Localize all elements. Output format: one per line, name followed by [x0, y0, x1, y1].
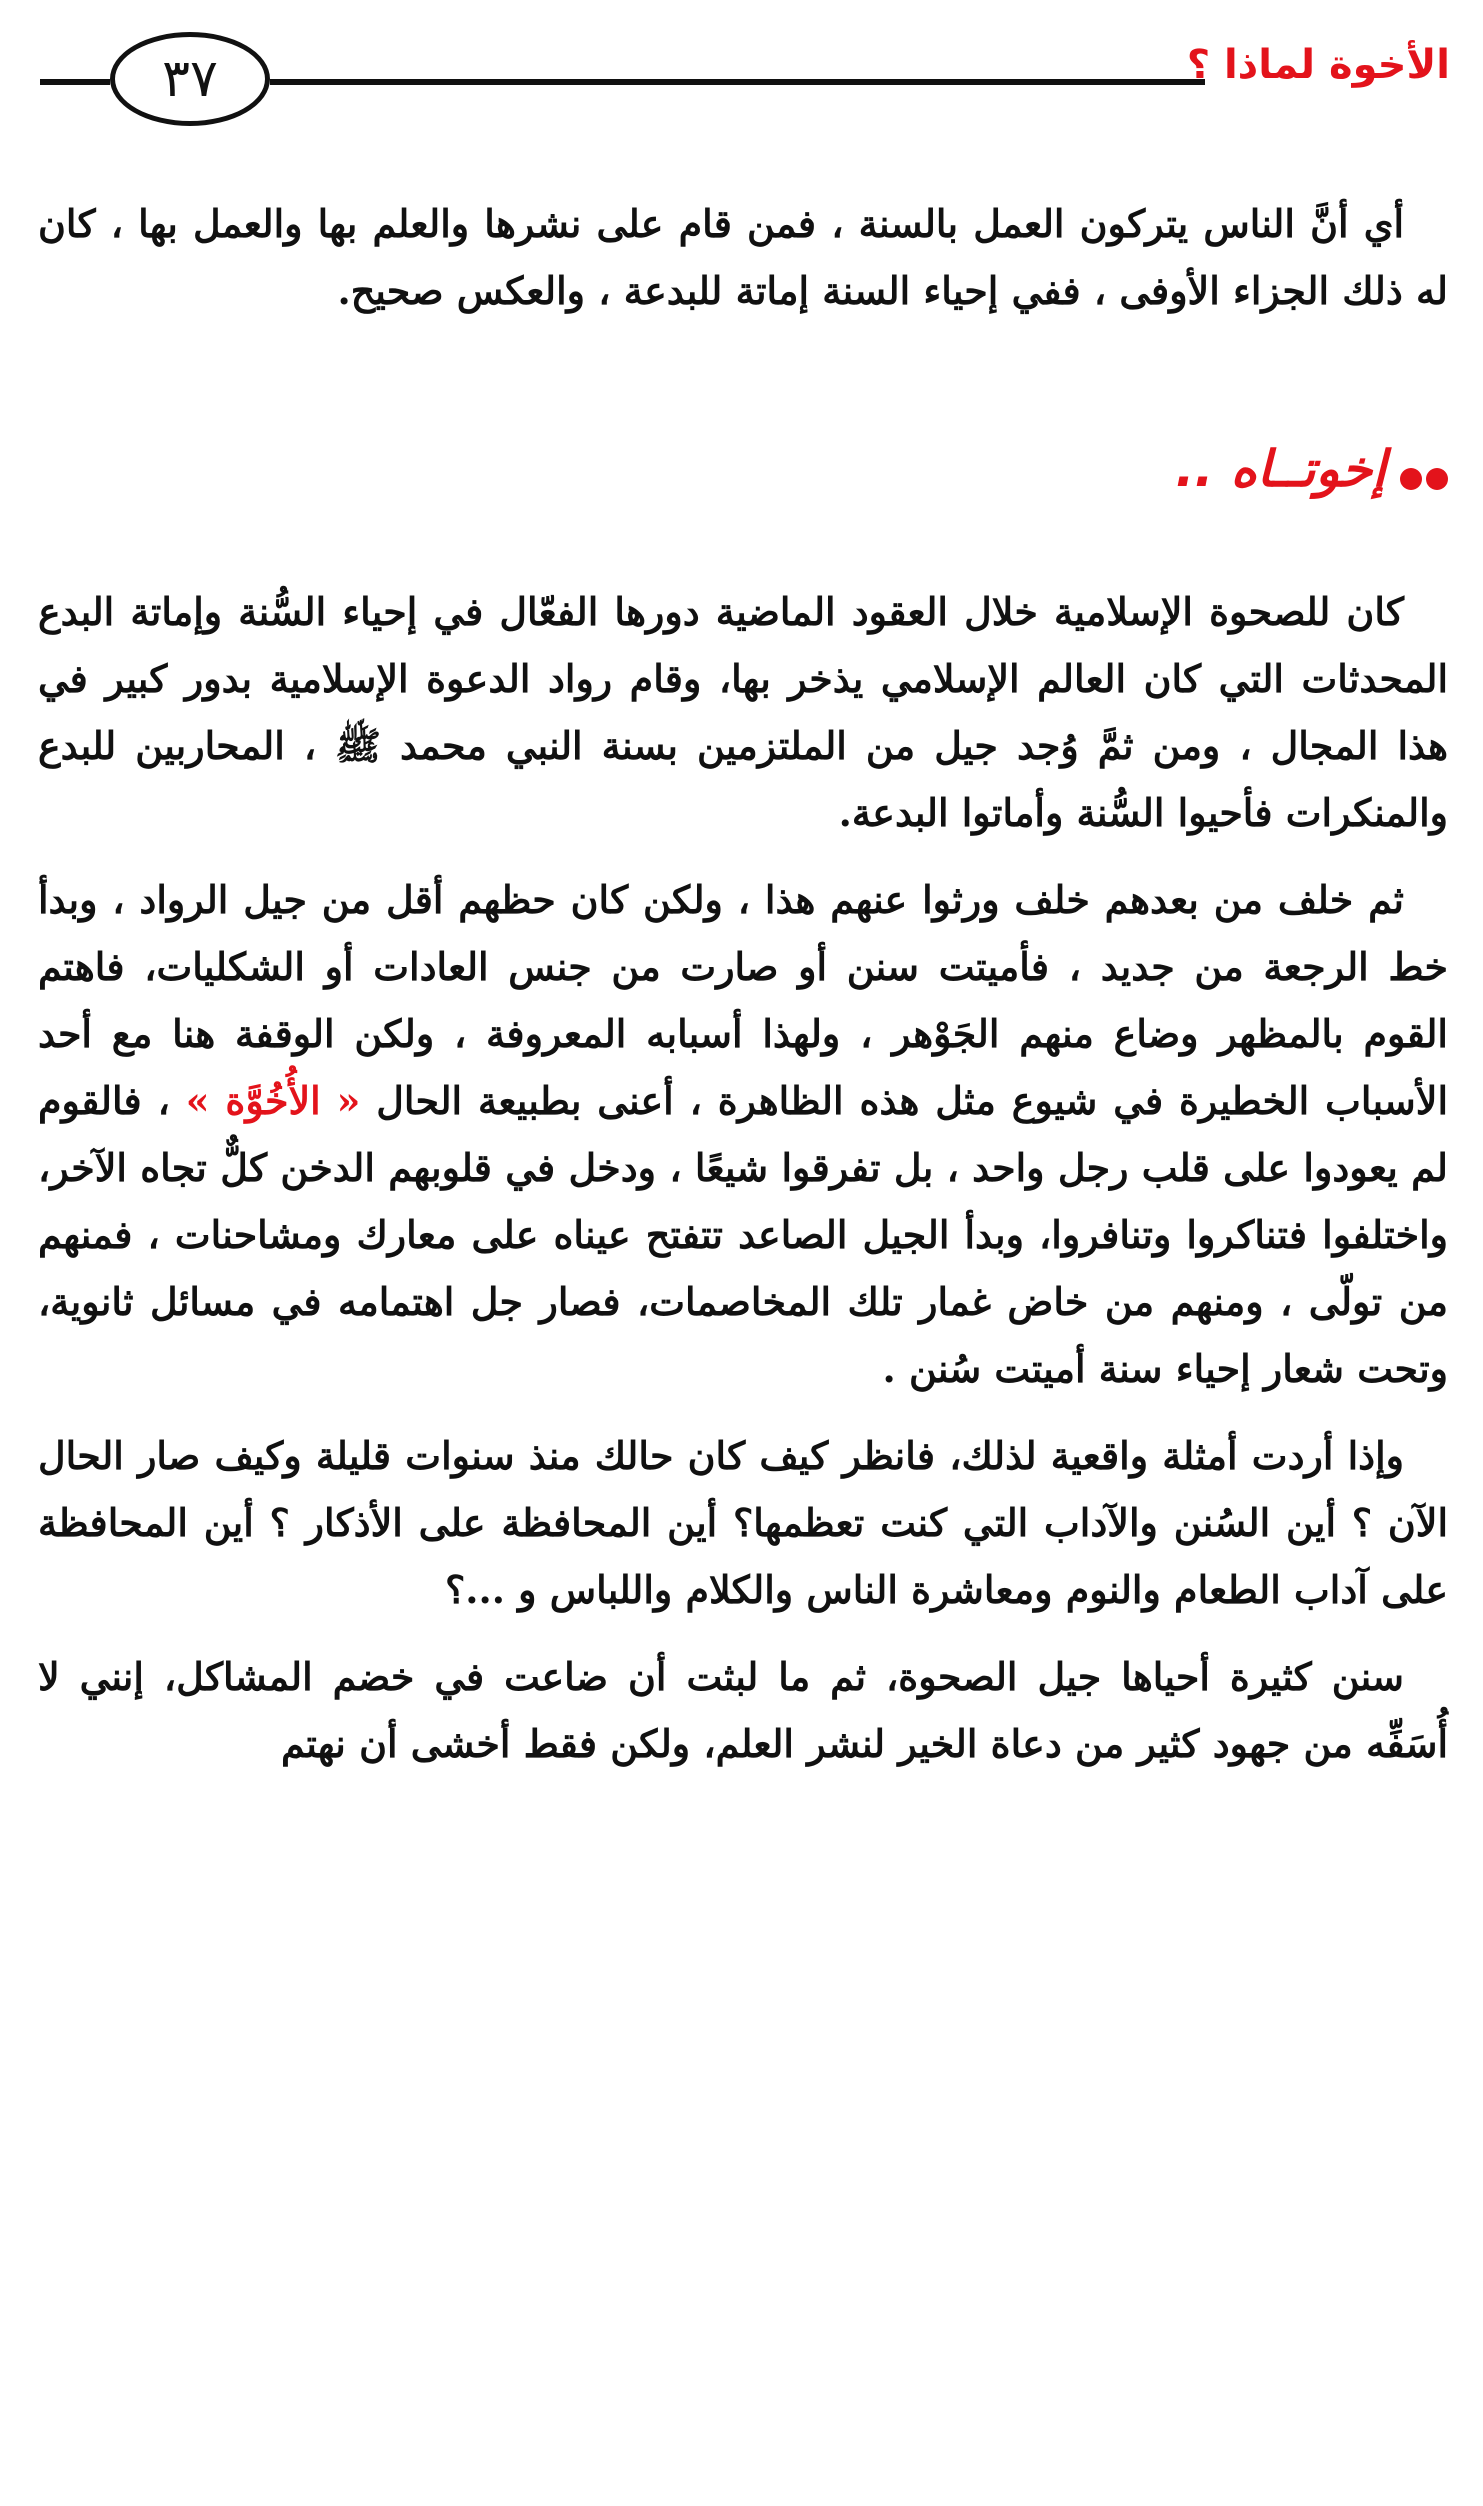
paragraph-4: سنن كثيرة أحياها جيل الصحوة، ثم ما لبثت أن ضاعت في خضم المشاكل، إنني لا أُسَفِّه من جهود كثير من دعاة الخير لنشر العلم، ولكن فقط أخشى أن نهتم: [38, 1654, 1448, 1766]
paragraph-2-part-1: ثم خلف من بعدهم خلف ورثوا عنهم هذا ، ولكن كان حظهم أقل من جيل الرواد ، وبدأ خط الرجعة من جديد ، فأميتت سنن أو صارت من جنس العادات أو الشكليات، فاهتم القوم بالمظهر وضاع منهم الجَوْهر ، ولهذا أسبابه المعروفة ، ولكن الوقفة هنا مع أحد الأسباب الخطيرة في شيوع مثل هذه الظاهرة ، أعنى بطبيعة الحال: [38, 877, 1448, 1123]
section-heading-text: إخوتــاه ..: [1175, 440, 1386, 498]
page-header: [40, 32, 1450, 132]
intro-paragraph: أي أنَّ الناس يتركون العمل بالسنة ، فمن قام على نشرها والعلم بها والعمل بها ، كان له ذلك الجزاء الأوفى ، ففي إحياء السنة إماتة للبدعة ، والعكس صحيح.: [38, 201, 1448, 313]
paragraph-3: وإذا أردت أمثلة واقعية لذلك، فانظر كيف كان حالك منذ سنوات قليلة وكيف صار الحال الآن ؟ أين السُنن والآداب التي كنت تعظمها؟ أين المحافظة على الأذكار ؟ أين المحافظة على آداب الطعام والنوم ومعاشرة الناس والكلام واللباس و ...؟: [38, 1433, 1448, 1612]
running-title: الأخوة لماذا ؟: [1186, 42, 1450, 88]
page-number: ٣٧: [110, 32, 270, 126]
body-block: [38, 578, 1448, 1777]
header-rule-left: [40, 79, 110, 85]
section-heading: [38, 440, 1448, 502]
paragraph-2-part-2: ، فالقوم لم يعودوا على قلب رجل واحد ، بل تفرقوا شيعًا ، ودخل في قلوبهم الدخن كلٌّ تجاه الآخر، واختلفوا فتناكروا وتنافروا، وبدأ الجيل الصاعد تتفتح عيناه على معارك ومشاحنات ، فمنهم من تولّى ، ومنهم من خاض غمار تلك المخاصمات، فصار جل اهتمامه في مسائل ثانوية، وتحت شعار إحياء سنة أميتت سُنن .: [38, 1078, 1448, 1391]
paragraph-2: [38, 866, 1448, 1402]
paragraph-2-highlight: « الأُخُوَّة »: [185, 1078, 361, 1123]
header-rule-right: [270, 79, 1205, 85]
paragraph-1: كان للصحوة الإسلامية خلال العقود الماضية دورها الفعّال في إحياء السُّنة وإماتة البدع المحدثات التي كان العالم الإسلامي يذخر بها، وقام رواد الدعوة الإسلامية بدور كبير في هذا المجال ، ومن ثمَّ وُجد جيل من الملتزمين بسنة النبي محمد ﷺ ، المحاربين للبدع والمنكرات فأحيوا السُّنة وأماتوا البدعة.: [38, 589, 1448, 835]
double-dot-bullet-icon: [1396, 444, 1448, 502]
intro-block: [38, 190, 1448, 324]
